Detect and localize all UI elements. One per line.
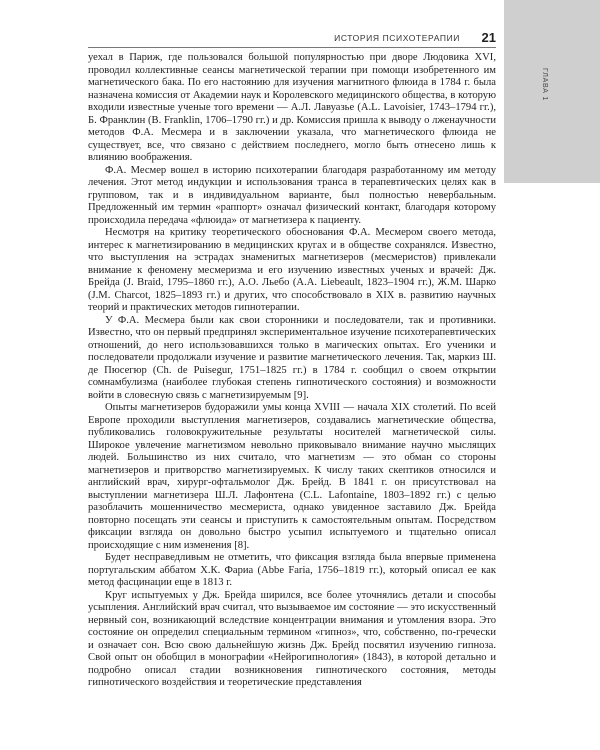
- chapter-label: ГЛАВА 1: [541, 68, 548, 102]
- page-header: [88, 31, 496, 47]
- paragraph: Ф.А. Месмер вошел в историю психотерапии благодаря разработанному им методу лечения. Этот метод индукции и использования транса в терапевтических целях как в групповом, так и в индивидуальном варианте, был полностью невербальным. Предложенный им термин «раппорт» означал физический контакт, благодаря которому происходила передача «флюида» от магнетизера к пациенту.: [88, 164, 496, 226]
- paragraph: Круг испытуемых у Дж. Брейда ширился, все более уточнялись детали и способы усыпления. Английский врач считал, что вызываемое им состояние — это искусственный нервный сон, возникающий вследствие концентрации внимания и утомления взора. Это состояние он определил специальным термином «гипноз», что, собственно, по-гречески и означает сон. Всю свою дальнейшую жизнь Дж. Брейд посвятил изучению гипноза. Свой опыт он обобщил в монографии «Нейрогипнология» (1843), в которой детально и подробно описал стадии возникновения гипнотического состояния, методы гипнотического воздействия и теоретические представления: [88, 589, 496, 688]
- paragraph: уехал в Париж, где пользовался большой популярностью при дворе Людовика XVI, проводил коллективные сеансы магнетической терапии при помощи изобретенного им магнетического бака. По его настоянию для изучения магнитного флюида в 1784 г. была назначена комиссия от Академии наук и Королевского медицинского общества, в которую входили известные ученые того времени — А.Л. Лавуазье (A.L. Lavoisier, 1743–1794 гг.), Б. Франклин (B. Franklin, 1706–1790 гг.) и др. Комиссия пришла к выводу о лженаучности методов Ф.А. Месмера и в заключении указала, что магнетического флюида не существует, все, что связано с действием последнего, могло быть отнесено лишь к влиянию воображения.: [88, 52, 496, 163]
- header-rule: [88, 47, 496, 48]
- paragraph: Опыты магнетизеров будоражили умы конца XVIII — начала XIX столетий. По всей Европе проходили выступления магнетизеров, создавались магнетические общества, публиковались головокружительные результаты носителей магнетической силы. Широкое увлечение магнетизмом невольно приковывало внимание научно мыслящих людей. Большинство из них считало, что магнетизм — это обман со стороны магнетизеров и притворство магнетизируемых. К числу таких скептиков относился и английский врач, хирург-офтальмолог Дж. Брейд. В 1841 г. он присутствовал на выступлении магнетизера Ш.Л. Лафонтена (C.L. Lafontaine, 1803–1892 гг.) с целью разоблачить мошенничество месмериста, однако увиденное заставило Дж. Брейда повторно посещать эти сеансы и приступить к самостоятельным опытам. Посредством фиксации взгляда он довольно быстро усыпил испытуемого и тщательно описал происходящие с ним изменения [8].: [88, 402, 496, 551]
- page-number: 21: [481, 30, 496, 45]
- chapter-side-tab: [504, 0, 600, 183]
- paragraph: Несмотря на критику теоретического обоснования Ф.А. Месмером своего метода, интерес к магнетизированию в медицинских кругах и в обществе сохранялся. Известно, что выступления на эстрадах знаменитых магнетизеров (месмеристов) привлекали внимание к феномену месмеризма и его изучению известных ученых и врачей: Дж. Брейда (J. Braid, 1795–1860 гг.), А.О. Льебо (A.A. Liebeault, 1823–1904 гг.), Ж.М. Шарко (J.M. Charcot, 1825–1893 гг.) и других, что способствовало в XIX в. развитию научных теорий и практических методов гипнотерапии.: [88, 227, 496, 313]
- running-title: ИСТОРИЯ ПСИХОТЕРАПИИ: [334, 33, 460, 43]
- body-text: [88, 52, 496, 690]
- paragraph: У Ф.А. Месмера были как свои сторонники и последователи, так и противники. Известно, что он первый предпринял экспериментальное изучение психотерапевтических отношений, до него использовавшихся только в магических опытах. Его ученики и последователи продолжали изучение и развитие магнетического лечения. Так, маркиз Ш. де Пюсегюр (Ch. de Puisegur, 1751–1825 гг.) в 1784 г. сообщил о своем открытии сомнамбулизма (наиболее глубокая степень гипнотического состояния) и возможности войти в словесную связь с магнетизируемым [9].: [88, 314, 496, 401]
- paragraph: Будет несправедливым не отметить, что фиксация взгляда была впервые применена португальским аббатом Х.К. Фариа (Abbe Faria, 1756–1819 гг.), который описал ее как метод фасцинации еще в 1813 г.: [88, 552, 496, 588]
